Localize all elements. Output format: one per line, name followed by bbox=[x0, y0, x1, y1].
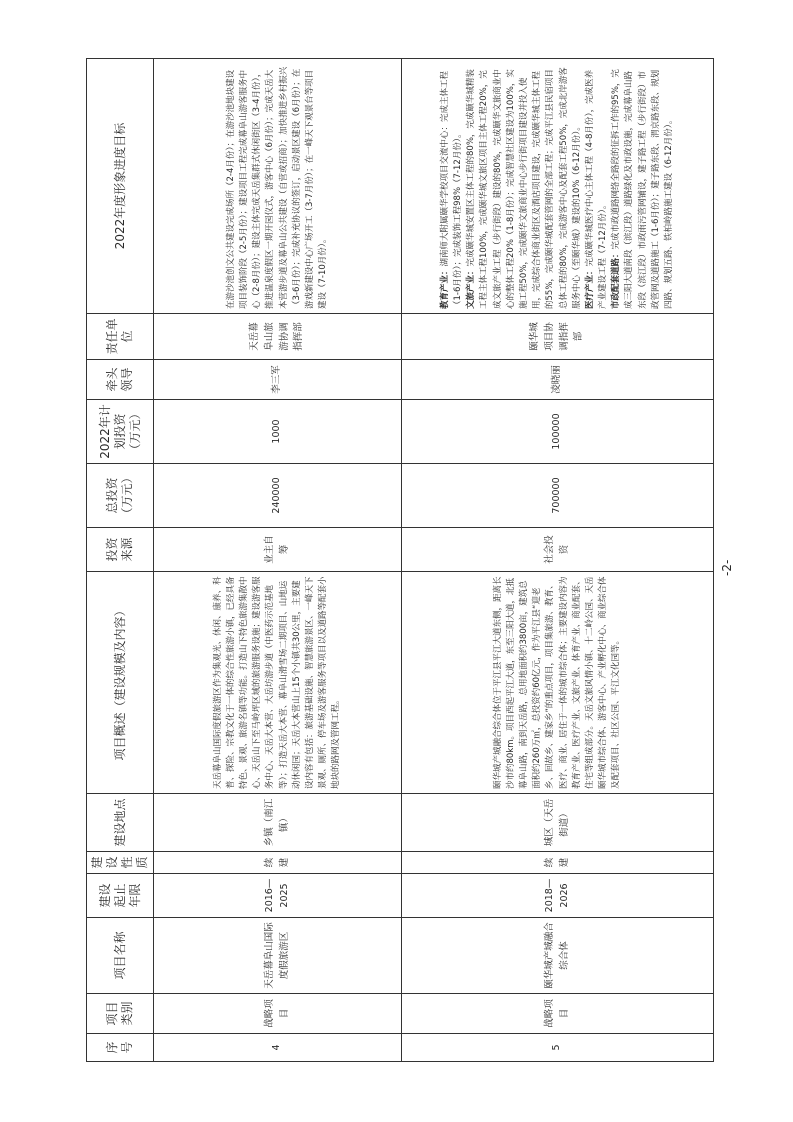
header-row bbox=[87, 59, 154, 1062]
cell-unit: 颐华城项目协调指挥部 bbox=[402, 314, 714, 360]
header-total: 总投资（万元） bbox=[87, 464, 154, 528]
cell-plan: 1000 bbox=[154, 400, 402, 464]
target-block bbox=[584, 63, 610, 309]
header-lead: 牵头领导 bbox=[87, 360, 154, 400]
target-block bbox=[439, 63, 465, 309]
target-block bbox=[465, 63, 584, 309]
header-name: 项目名称 bbox=[87, 918, 154, 994]
header-funding: 投资来源 bbox=[87, 528, 154, 572]
cell-lead: 李三军 bbox=[154, 360, 402, 400]
header-nature: 建设性质 bbox=[87, 852, 154, 874]
target-text: 在游沙池创文公共建设完成场所（2-4月份）；在游沙池地块建设项目装饰阶段（2-5月份）；建设项目工程完成幕阜山游客服务中心（2-8月份）；建设主体完成天岳集群式休闲街区（3-4月份），推进温泉度假区一期开园仪式，游客中心（6月份）；完成天岳大本营游步道及幕阜山公共建设（自营或招商）；加快推进乡村振兴（3-6月份）；完成补充协议的签订，启动景区建设（6月份）；在游戏新建设中心广场开工（3-7月份）；在一峰天下观景台等项目建设（7-10月份）。 bbox=[225, 66, 329, 309]
header-period: 建设起止年限 bbox=[87, 874, 154, 918]
header-plan: 2022年计划投资（万元） bbox=[87, 400, 154, 464]
cell-location: 乡镇（南江镇） bbox=[154, 794, 402, 852]
header-unit: 责任单位 bbox=[87, 314, 154, 360]
cell-target bbox=[154, 59, 402, 314]
cell-location: 城区（天岳街道） bbox=[402, 794, 714, 852]
target-heading: 教育产业： bbox=[439, 266, 450, 309]
target-block bbox=[610, 63, 676, 309]
cell-category: 战略项目 bbox=[154, 994, 402, 1034]
cell-lead: 凌晓丽 bbox=[402, 360, 714, 400]
header-location: 建设地点 bbox=[87, 794, 154, 852]
header-target: 2022年度形象进度目标 bbox=[87, 59, 154, 314]
target-text: 完成市政道路网络全路段的征拆工作的95%，完成三阳大道南段（滨江段）道路绿化及市政设施，完成幕阜山路东段（滨江段）市政雨污管网铺设，建子路工程（步行街段）市政管网及道路施工（1-6月份）；建子路东段、渭京路东段、规划四路、规划五路、铁柏岭路施工建设（6-12月份）。 bbox=[611, 69, 674, 309]
cell-total: 700000 bbox=[402, 464, 714, 528]
target-heading: 医疗产业： bbox=[584, 266, 595, 309]
table-row bbox=[154, 59, 402, 1062]
target-text: 完成颐华城安置区主体工程的80%，完成颐华城精装工程主体工程100%，完成颐华城文旅区项目主体工程20%，完成文旅产业工程（步行街段）建设的80%，完成颐华文旅商业中心的整体工程20%（1-8月份）；完成智慧社区建设为100%，实施工程50%，完成颐华文旅商业中心步行街项目建设并投入使用，完成综合体商业街区及酒店项目建设，完成颐华城主体工程的55%，完成颐华城配套管网的全部工程；完成平江县民宿项目总体工程的80%，完成游客中心及配套工程50%，完成北岸游客服务中心（至颐华城）建设的10%（6-12月份）。 bbox=[466, 67, 582, 309]
cell-funding: 业主自筹 bbox=[154, 528, 402, 572]
target-text: 湖南师大附属颐华学校项目交流中心：完成主体工程（1-6月份）；完成装饰工程98%（7-12月份）。 bbox=[439, 70, 464, 309]
target-heading: 市政配套道路： bbox=[611, 249, 622, 309]
cell-period: 2016—2025 bbox=[154, 874, 402, 918]
cell-name: 天岳幕阜山国际度假旅游区 bbox=[154, 918, 402, 994]
table-row bbox=[402, 59, 714, 1062]
cell-category: 战略项目 bbox=[402, 994, 714, 1034]
cell-summary: 颐华城产城融合综合体位于平江县平江大道东侧，距离长沙市约80km。项目西起平江大道，东至三阳大道，北抵幕阜山路，南到天岳路，总用地面积约3800亩，建筑总面积约260万㎡，总投资约60亿元，作为平江县“迎老乡、回故乡、建家乡”的重点项目，项目集旅游、教育、医疗、商业、居住于一体的城市综合体；主要建设内容为教育产业、医疗产业、文旅产业、体育产业、商业配套、住宅等组成部分。天岳文旅风情小镇、十二岭公园、天岳颐华城市综合体、游客中心、产业孵化中心、商业综合体及配套项目、社区公园、平江文化园等。 bbox=[402, 572, 714, 794]
target-heading: 文旅产业： bbox=[466, 266, 477, 309]
cell-period: 2018—2026 bbox=[402, 874, 714, 918]
target-text: 完成颐华城医疗中心主体工程（4-8月份），完成医养产业建设工程（7-12月份）。 bbox=[584, 69, 609, 309]
cell-seq: 4 bbox=[154, 1034, 402, 1062]
cell-unit: 天岳幕阜山旅游协调指挥部 bbox=[154, 314, 402, 360]
header-summary: 项目概述（建设规模及内容） bbox=[87, 572, 154, 794]
cell-funding: 社会投资 bbox=[402, 528, 714, 572]
cell-summary: 天岳幕阜山国际度假旅游区作为集观光、休闲、康养、科普、探险、宗教文化于一体的综合性旅游小镇，已经具备特色、景观、旅游名镇等功能。打造山下特色旅游集散中心、天岳山下至马岭坪区域的旅游服务设施；建设游客服务中心、天岳大本营、大岳坊游步道（中医药示范基地等）；打造天岳大本营、幕阜山滑雪场二期项目、山地运动休闲园；天岳大本营山上15个小镇共30公里，主要建设内容有包括：旅游基础设施、智慧旅游景区、一峰天下景观、厕所、停车场及游客服务等项目以及道路等配套小地块的路网及管网工程。 bbox=[154, 572, 402, 794]
cell-name: 颐华城产城融合综合体 bbox=[402, 918, 714, 994]
cell-target bbox=[402, 59, 714, 314]
cell-nature: 续建 bbox=[154, 852, 402, 874]
cell-nature: 续建 bbox=[402, 852, 714, 874]
page-number: -2- bbox=[720, 559, 734, 576]
header-category: 项目类别 bbox=[87, 994, 154, 1034]
header-seq: 序号 bbox=[87, 1034, 154, 1062]
cell-seq: 5 bbox=[402, 1034, 714, 1062]
cell-plan: 100000 bbox=[402, 400, 714, 464]
cell-total: 240000 bbox=[154, 464, 402, 528]
project-table bbox=[86, 58, 714, 1062]
